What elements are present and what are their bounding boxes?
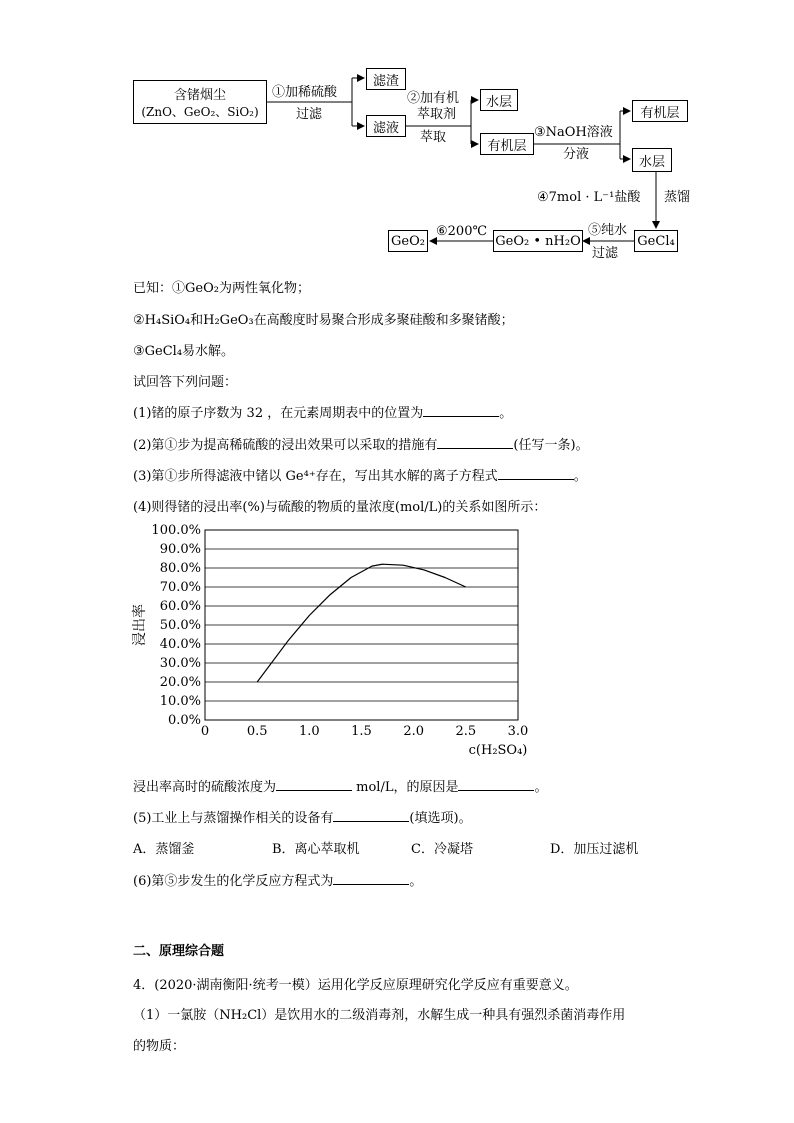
x-tick-label: 3.0 [507,724,529,739]
y-axis-label: 浸出率 [132,604,148,646]
x-tick-label: 1.0 [298,724,320,739]
residue-label: 滤渣 [372,73,399,89]
step2-bottom-label: 萃取 [420,130,447,145]
step5-top-label: ⑤纯水 [588,223,628,238]
product-box [388,230,428,252]
y-tick-label: 30.0% [159,656,201,671]
y-tick-label: 70.0% [159,580,201,595]
question-6-text: (6)第⑤步发生的化学反应方程式为 [133,874,334,889]
question-3 [133,465,587,484]
questions-lead: 试回答下列问题： [133,375,238,390]
product-label: GeO₂ [391,233,425,249]
x-axis-label: c(H₂SO₄) [468,743,528,758]
subquestion-1-line2: 的物质： [133,1039,186,1054]
answer-blank-6[interactable] [333,883,409,885]
residue-box [366,68,406,90]
problem-4-header: 4．(2020·湖南衡阳·统考一模）运用化学反应原理研究化学反应有重要意义。 [133,978,578,993]
organic2-box [632,100,688,122]
step2-mid-label: 萃取剂 [417,107,457,122]
leach-rate-chart [130,520,550,765]
step2-top-label: ②加有机 [407,91,460,106]
filtrate-label: 滤液 [372,120,399,136]
step1-top-label: ①加稀硫酸 [272,85,338,100]
step4-left-label: ④7mol · L⁻¹盐酸 [537,190,641,205]
y-tick-label: 40.0% [159,637,201,652]
question-2-text: (2)第①步为提高稀硫酸的浸出效果可以采取的措施有 [133,438,438,453]
gecl4-box [634,230,678,252]
option-d[interactable]: D．加压过滤机 [550,842,639,857]
question-2-end: (任写一条)。 [513,438,589,453]
question-1-end: 。 [499,406,513,421]
y-tick-label: 80.0% [159,561,201,576]
organic1-box [480,133,534,155]
step3-top-label: ③NaOH溶液 [534,125,613,140]
aqueous2-label: 水层 [638,154,665,170]
y-tick-label: 50.0% [159,618,201,633]
known-item-2: ②H₄SiO₄和H₂GeO₃在高酸度时易聚合形成多聚硅酸和多聚锗酸； [133,313,514,328]
y-tick-label: 20.0% [159,675,201,690]
x-tick-label: 2.0 [403,724,425,739]
organic2-label: 有机层 [640,105,680,121]
question-5 [133,807,472,826]
question-3-end: 。 [573,469,587,484]
question-6-end: 。 [409,874,423,889]
question-4b [133,776,548,795]
answer-blank-2[interactable] [437,447,513,449]
x-tick-label: 1.5 [351,724,372,739]
option-a[interactable]: A．蒸馏釜 [133,842,195,857]
y-tick-label: 0.0% [167,713,201,728]
question-4b-end: 。 [534,780,548,795]
question-1-text: (1)锗的原子序数为 32 ，在元素周期表中的位置为 [133,406,424,421]
step1-bottom-label: 过滤 [296,107,323,122]
known-intro: 已知：①GeO₂为两性氧化物； [133,281,310,296]
aqueous1-box [480,89,518,111]
known-item-3: ③GeCl₄易水解。 [133,344,235,359]
series-line [257,564,466,682]
step6-label: ⑥200℃ [436,224,488,239]
organic1-label: 有机层 [487,138,527,154]
gecl4-label: GeCl₄ [637,233,675,249]
question-4b-text: 浸出率高时的硫酸浓度为 [133,780,277,795]
step3-bottom-label: 分液 [563,147,590,162]
x-tick-label: 0.5 [246,724,268,739]
answer-blank-4a[interactable] [276,789,352,791]
filtrate-box [366,115,406,137]
step5-bottom-label: 过滤 [592,246,619,261]
source-components: (ZnO、GeO₂、SiO₂) [141,105,259,119]
source-box [133,80,267,124]
hydrate-box [493,230,583,252]
y-tick-label: 100.0% [151,523,201,538]
y-tick-label: 10.0% [159,694,201,709]
question-2 [133,434,589,453]
hydrate-label: GeO₂ • nH₂O [495,233,581,249]
y-tick-label: 90.0% [159,542,201,557]
answer-blank-5[interactable] [333,820,409,822]
answer-blank-1[interactable] [423,415,499,417]
option-c[interactable]: C．冷凝塔 [411,842,473,857]
question-4b-mid: mol/L，的原因是 [352,780,459,795]
source-name: 含锗烟尘 [173,88,226,103]
question-3-text: (3)第①步所得滤液中锗以 Ge⁴⁺存在，写出其水解的离子方程式 [133,469,498,484]
question-1 [133,402,512,421]
y-tick-label: 60.0% [159,599,201,614]
section-heading: 二、原理综合题 [133,944,225,959]
question-6 [133,870,422,889]
aqueous2-box [632,148,672,172]
option-b[interactable]: B．离心萃取机 [272,842,360,857]
question-5-end: (填选项)。 [409,811,472,826]
answer-blank-4b[interactable] [458,789,534,791]
x-tick-label: 2.5 [455,724,477,739]
step4-right-label: 蒸馏 [664,190,691,205]
subquestion-1-line1: （1）一氯胺（NH₂Cl）是饮用水的二级消毒剂，水解生成一种具有强烈杀菌消毒作用 [133,1008,626,1023]
question-4: (4)则得锗的浸出率(%)与硫酸的物质的量浓度(mol/L)的关系如图所示： [133,500,547,515]
x-tick-label: 0 [200,724,210,739]
answer-blank-3[interactable] [498,478,574,480]
aqueous1-label: 水层 [485,94,512,110]
question-5-text: (5)工业上与蒸馏操作相关的设备有 [133,811,334,826]
